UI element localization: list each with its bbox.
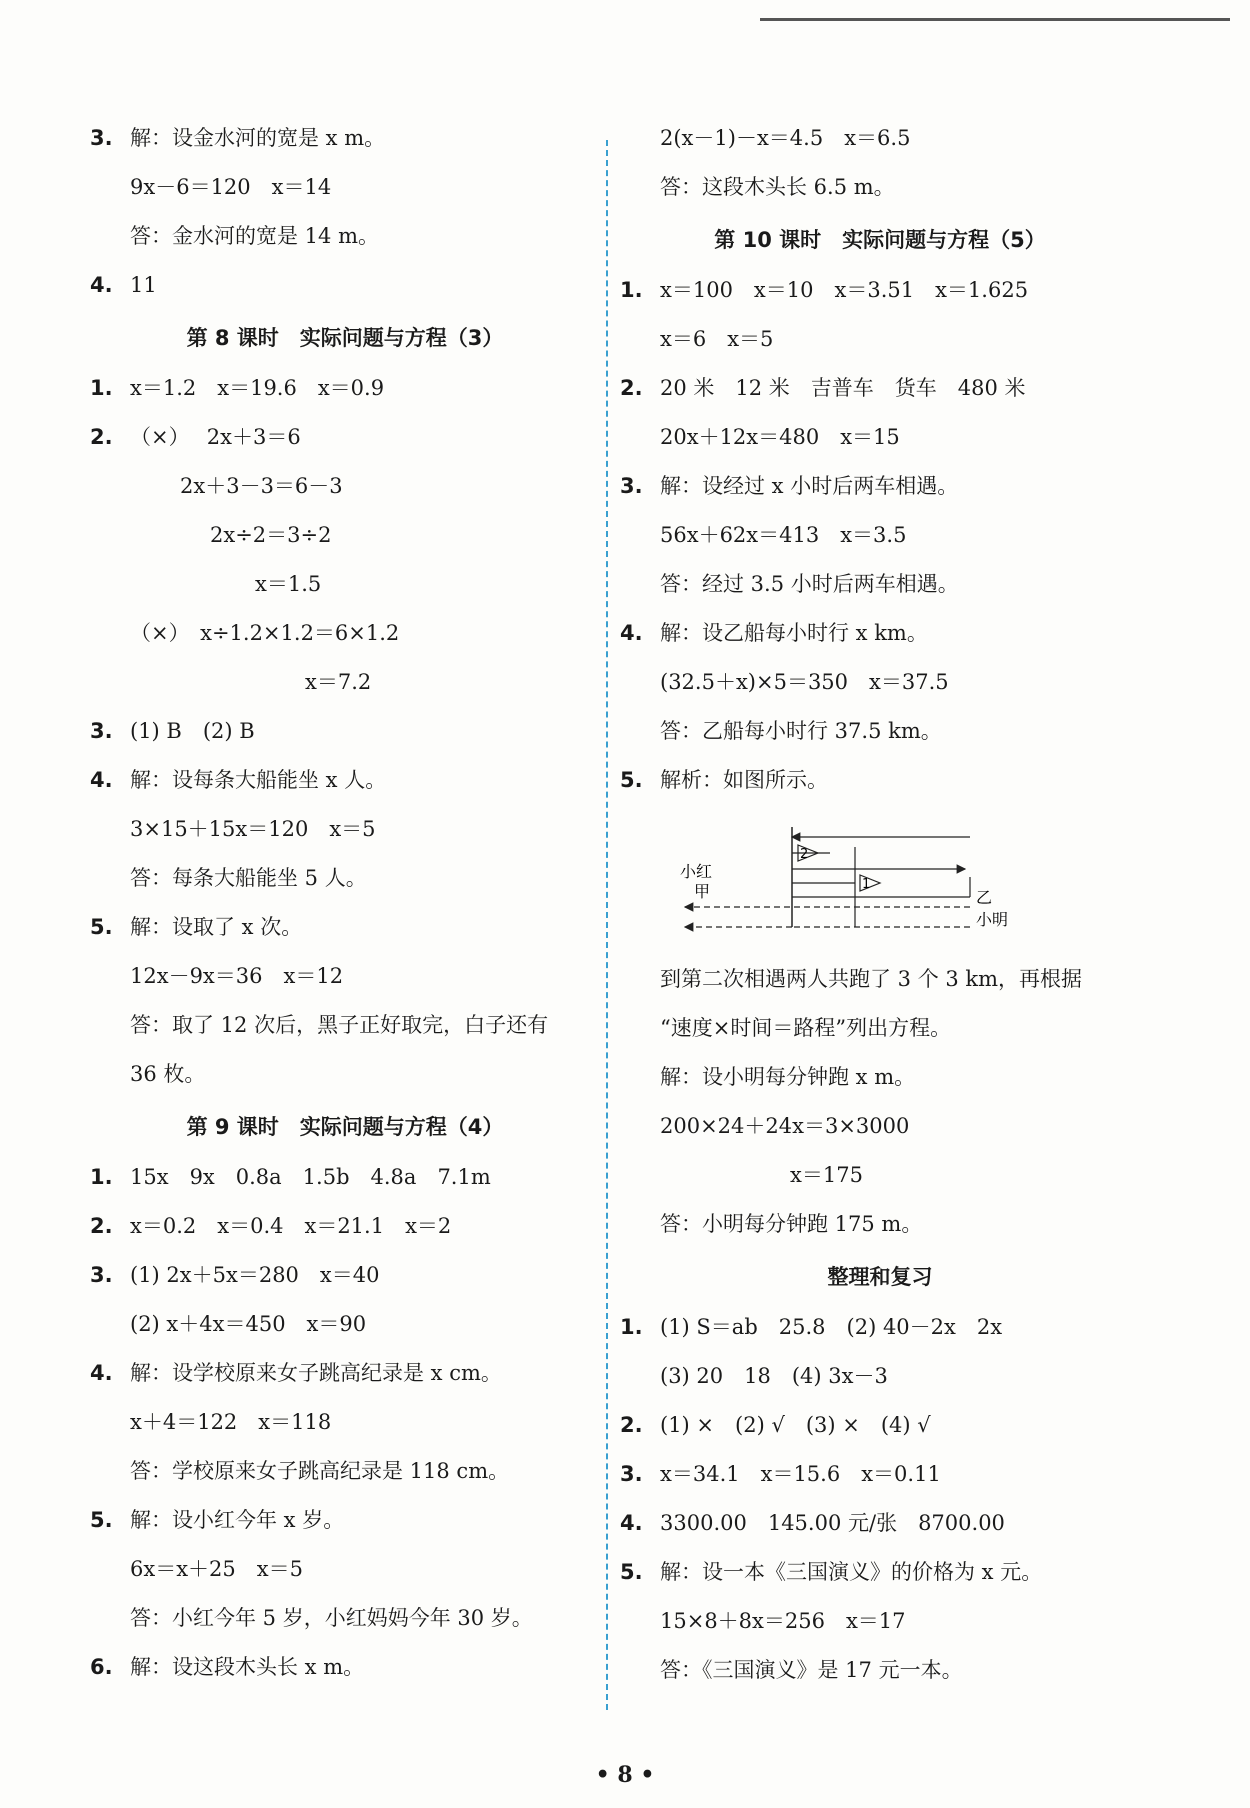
answer-text: 12x－9x＝36 x＝12 bbox=[130, 964, 344, 988]
answer-line bbox=[90, 218, 600, 267]
answer-line bbox=[620, 1407, 1140, 1456]
answer-text: x＝34.1 x＝15.6 x＝0.11 bbox=[660, 1462, 941, 1486]
answer-text: x＋4＝122 x＝118 bbox=[130, 1410, 332, 1434]
answer-text: 15×8＋8x＝256 x＝17 bbox=[660, 1609, 906, 1633]
answer-line bbox=[620, 1206, 1140, 1255]
label-xiaoming: 小明 bbox=[976, 910, 1009, 929]
answer-line bbox=[620, 1603, 1140, 1652]
answer-text: 答：这段木头长 6.5 m。 bbox=[660, 175, 895, 199]
answer-line bbox=[620, 1108, 1140, 1157]
marker-2-label: 2 bbox=[800, 847, 809, 862]
answer-text: 20x＋12x＝480 x＝15 bbox=[660, 425, 900, 449]
answer-text: 解：设学校原来女子跳高纪录是 x cm。 bbox=[130, 1361, 502, 1385]
answer-line bbox=[90, 1056, 600, 1105]
item-number: 3. bbox=[90, 719, 113, 743]
section-heading: 第 8 课时 实际问题与方程（3） bbox=[186, 326, 504, 350]
item-number: 3. bbox=[620, 1462, 643, 1486]
answer-text: 9x－6＝120 x＝14 bbox=[130, 175, 332, 199]
answer-line bbox=[620, 713, 1140, 762]
answer-line bbox=[620, 615, 1140, 664]
right-column bbox=[620, 120, 1140, 1701]
answer-text: 答：每条大船能坐 5 人。 bbox=[130, 866, 367, 890]
answer-line bbox=[620, 517, 1140, 566]
item-number: 2. bbox=[90, 1214, 113, 1238]
answer-line bbox=[620, 1505, 1140, 1554]
answer-text: 2(x－1)－x＝4.5 x＝6.5 bbox=[660, 126, 911, 150]
answer-text: 解：设取了 x 次。 bbox=[130, 915, 303, 939]
column-divider bbox=[606, 140, 608, 1710]
page-number: • 8 • bbox=[595, 1762, 655, 1788]
answer-line bbox=[620, 321, 1140, 370]
answer-text: x＝175 bbox=[790, 1163, 863, 1187]
answer-text: (3) 20 18 (4) 3x－3 bbox=[660, 1364, 888, 1388]
answer-text: 3300.00 145.00 元/张 8700.00 bbox=[660, 1511, 1005, 1535]
item-number: 3. bbox=[620, 474, 643, 498]
answer-text: 答：小明每分钟跑 175 m。 bbox=[660, 1212, 923, 1236]
answer-line bbox=[90, 1551, 600, 1600]
answer-line bbox=[90, 1208, 600, 1257]
item-number: 1. bbox=[620, 1315, 643, 1339]
answer-text: 答：《三国演义》是 17 元一本。 bbox=[660, 1658, 963, 1682]
answer-text: x＝1.2 x＝19.6 x＝0.9 bbox=[130, 376, 385, 400]
answer-text: (1) × (2) √ (3) × (4) √ bbox=[660, 1413, 931, 1437]
answer-text: (1) 2x＋5x＝280 x＝40 bbox=[130, 1263, 380, 1287]
answer-line bbox=[90, 909, 600, 958]
item-number: 5. bbox=[620, 1560, 643, 1584]
answer-text: x＝0.2 x＝0.4 x＝21.1 x＝2 bbox=[130, 1214, 452, 1238]
answer-text: 解：设金水河的宽是 x m。 bbox=[130, 126, 386, 150]
item-number: 4. bbox=[90, 273, 113, 297]
answer-text: 答：乙船每小时行 37.5 km。 bbox=[660, 719, 942, 743]
answer-line bbox=[90, 860, 600, 909]
answer-line bbox=[90, 1502, 600, 1551]
answer-line bbox=[90, 566, 600, 615]
item-number: 1. bbox=[90, 1165, 113, 1189]
section-heading: 第 9 课时 实际问题与方程（4） bbox=[186, 1115, 504, 1139]
answer-line bbox=[620, 1010, 1140, 1059]
answer-line bbox=[90, 615, 600, 664]
item-number: 3. bbox=[90, 126, 113, 150]
answer-text: （×） x÷1.2×1.2＝6×1.2 bbox=[130, 621, 400, 645]
answer-text: 3×15＋15x＝120 x＝5 bbox=[130, 817, 376, 841]
answer-text: “速度×时间＝路程”列出方程。 bbox=[660, 1016, 952, 1040]
answer-text: 解：设小红今年 x 岁。 bbox=[130, 1508, 345, 1532]
answer-text: (32.5＋x)×5＝350 x＝37.5 bbox=[660, 670, 949, 694]
running-track-diagram bbox=[620, 811, 1140, 961]
answer-text: x＝6 x＝5 bbox=[660, 327, 774, 351]
answer-line bbox=[90, 267, 600, 316]
answer-text: 36 枚。 bbox=[130, 1062, 206, 1086]
answer-line bbox=[620, 1059, 1140, 1108]
answer-line bbox=[620, 1554, 1140, 1603]
marker-1-label: 1 bbox=[862, 877, 871, 892]
answer-text: 20 米 12 米 吉普车 货车 480 米 bbox=[660, 376, 1026, 400]
item-number: 4. bbox=[620, 1511, 643, 1535]
item-number: 5. bbox=[90, 1508, 113, 1532]
answer-line bbox=[90, 1600, 600, 1649]
label-yi: 乙 bbox=[976, 888, 993, 907]
item-number: 4. bbox=[620, 621, 643, 645]
answer-text: 2x＋3－3＝6－3 bbox=[180, 474, 343, 498]
answer-text: 解：设小明每分钟跑 x m。 bbox=[660, 1065, 916, 1089]
item-number: 6. bbox=[90, 1655, 113, 1679]
answer-line bbox=[620, 1652, 1140, 1701]
answer-line bbox=[620, 272, 1140, 321]
answer-text: (1) S＝ab 25.8 (2) 40－2x 2x bbox=[660, 1315, 1003, 1339]
answer-text: 11 bbox=[130, 273, 157, 297]
answer-text: 200×24＋24x＝3×3000 bbox=[660, 1114, 910, 1138]
answer-line bbox=[90, 517, 600, 566]
answer-line bbox=[90, 1257, 600, 1306]
answer-text: 答：取了 12 次后，黑子正好取完，白子还有 bbox=[130, 1013, 549, 1037]
answer-line bbox=[620, 1157, 1140, 1206]
answer-text: (1) B (2) B bbox=[130, 719, 255, 743]
answer-line bbox=[620, 762, 1140, 811]
answer-text: x＝7.2 bbox=[305, 670, 372, 694]
answer-text: 答：经过 3.5 小时后两车相遇。 bbox=[660, 572, 959, 596]
answer-line bbox=[620, 961, 1140, 1010]
item-number: 4. bbox=[90, 768, 113, 792]
label-xiaohong: 小红 bbox=[680, 862, 713, 881]
item-number: 1. bbox=[620, 278, 643, 302]
answer-line bbox=[90, 120, 600, 169]
answer-line bbox=[620, 1358, 1140, 1407]
answer-line bbox=[620, 566, 1140, 615]
answer-line bbox=[90, 1355, 600, 1404]
answer-text: 解：设经过 x 小时后两车相遇。 bbox=[660, 474, 959, 498]
answer-line bbox=[620, 1456, 1140, 1505]
answer-text: 15x 9x 0.8a 1.5b 4.8a 7.1m bbox=[130, 1165, 491, 1189]
answer-line bbox=[90, 713, 600, 762]
answer-line bbox=[620, 468, 1140, 517]
answer-text: 答：金水河的宽是 14 m。 bbox=[130, 224, 379, 248]
item-number: 2. bbox=[90, 425, 113, 449]
item-number: 2. bbox=[620, 1413, 643, 1437]
answer-line bbox=[90, 664, 600, 713]
answer-line bbox=[90, 958, 600, 1007]
answer-line bbox=[90, 811, 600, 860]
answer-line bbox=[90, 419, 600, 468]
item-number: 3. bbox=[90, 1263, 113, 1287]
answer-text: 56x＋62x＝413 x＝3.5 bbox=[660, 523, 907, 547]
item-number: 2. bbox=[620, 376, 643, 400]
answer-line bbox=[90, 1007, 600, 1056]
item-number: 5. bbox=[620, 768, 643, 792]
answer-line bbox=[90, 1159, 600, 1208]
section-heading: 第 10 课时 实际问题与方程（5） bbox=[714, 228, 1046, 252]
answer-text: (2) x＋4x＝450 x＝90 bbox=[130, 1312, 367, 1336]
answer-text: x＝100 x＝10 x＝3.51 x＝1.625 bbox=[660, 278, 1029, 302]
track-svg bbox=[680, 817, 1060, 952]
answer-text: 解：设一本《三国演义》的价格为 x 元。 bbox=[660, 1560, 1043, 1584]
answer-text: 解：设每条大船能坐 x 人。 bbox=[130, 768, 387, 792]
answer-line bbox=[90, 762, 600, 811]
answer-text: 解：设乙船每小时行 x km。 bbox=[660, 621, 928, 645]
answer-line bbox=[90, 1404, 600, 1453]
answer-line bbox=[620, 1309, 1140, 1358]
answer-line bbox=[90, 1649, 600, 1698]
answer-line bbox=[620, 664, 1140, 713]
answer-line bbox=[620, 169, 1140, 218]
answer-text: 到第二次相遇两人共跑了 3 个 3 km，再根据 bbox=[660, 967, 1083, 991]
answer-text: x＝1.5 bbox=[255, 572, 322, 596]
top-rule bbox=[760, 18, 1230, 21]
section-heading: 整理和复习 bbox=[827, 1265, 933, 1289]
answer-line bbox=[90, 468, 600, 517]
answer-text: （×） 2x＋3＝6 bbox=[130, 425, 301, 449]
answer-text: 解析：如图所示。 bbox=[660, 768, 828, 792]
answer-line bbox=[90, 1453, 600, 1502]
answer-line bbox=[620, 419, 1140, 468]
answer-text: 2x÷2＝3÷2 bbox=[210, 523, 332, 547]
answer-line bbox=[620, 120, 1140, 169]
answer-line bbox=[90, 169, 600, 218]
answer-text: 解：设这段木头长 x m。 bbox=[130, 1655, 365, 1679]
item-number: 5. bbox=[90, 915, 113, 939]
answer-text: 6x＝x＋25 x＝5 bbox=[130, 1557, 303, 1581]
answer-text: 答：小红今年 5 岁，小红妈妈今年 30 岁。 bbox=[130, 1606, 533, 1630]
label-jia: 甲 bbox=[694, 882, 711, 901]
item-number: 4. bbox=[90, 1361, 113, 1385]
answer-line bbox=[90, 1306, 600, 1355]
left-column bbox=[90, 120, 600, 1698]
answer-text: 答：学校原来女子跳高纪录是 118 cm。 bbox=[130, 1459, 510, 1483]
item-number: 1. bbox=[90, 376, 113, 400]
answer-line bbox=[90, 370, 600, 419]
answer-line bbox=[620, 370, 1140, 419]
